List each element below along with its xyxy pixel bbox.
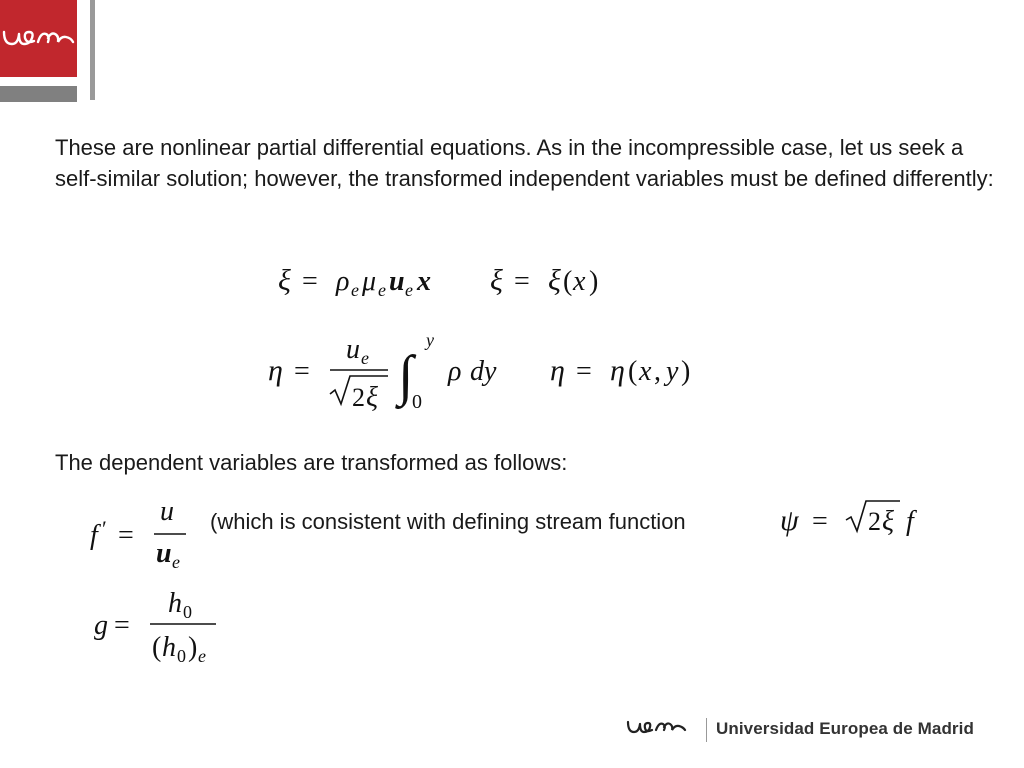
svg-text:μ: μ — [362, 266, 377, 297]
svg-text:e: e — [361, 348, 369, 368]
svg-text:=: = — [514, 266, 530, 297]
svg-text:h: h — [162, 632, 176, 663]
svg-text:2: 2 — [352, 383, 365, 412]
svg-text:e: e — [351, 280, 359, 300]
svg-text:g: g — [94, 610, 108, 641]
footer-divider — [706, 718, 707, 742]
svg-text:f: f — [906, 506, 914, 537]
svg-text:f: f — [90, 520, 98, 551]
svg-text:u: u — [346, 334, 360, 365]
svg-text:): ) — [681, 356, 691, 387]
svg-text:u: u — [160, 496, 174, 527]
svg-text:dy: dy — [470, 356, 497, 387]
svg-text:h: h — [168, 588, 182, 619]
svg-text:ξ: ξ — [490, 264, 503, 297]
svg-text:e: e — [378, 280, 386, 300]
svg-text:ξ: ξ — [366, 382, 378, 412]
svg-text:′: ′ — [102, 516, 107, 541]
svg-text:ρ: ρ — [336, 266, 350, 297]
svg-text:ξ: ξ — [548, 264, 561, 297]
header-divider — [90, 0, 95, 100]
svg-text:): ) — [589, 266, 599, 297]
svg-text:y: y — [426, 330, 434, 350]
svg-text:x: x — [573, 266, 586, 297]
svg-text:e: e — [172, 552, 180, 572]
uem-logo — [0, 0, 77, 77]
stream-function-note: (which is consistent with defining stream function — [210, 509, 686, 534]
svg-text:(: ( — [152, 632, 162, 663]
svg-text:u: u — [389, 266, 405, 297]
svg-text:ξ: ξ — [278, 264, 291, 297]
svg-text:η: η — [268, 354, 283, 387]
svg-text:=: = — [576, 356, 592, 387]
svg-text:): ) — [188, 632, 198, 663]
svg-text:=: = — [294, 356, 310, 387]
svg-text:e: e — [198, 646, 206, 666]
footer-institution-name: Universidad Europea de Madrid — [716, 719, 974, 738]
svg-text:y: y — [666, 356, 679, 387]
svg-text:ξ: ξ — [882, 506, 894, 537]
equation-xi — [276, 258, 616, 307]
footer-uem-logo — [625, 716, 697, 747]
equation-eta — [266, 328, 706, 417]
svg-text:(: ( — [628, 356, 638, 387]
svg-text:2: 2 — [868, 507, 881, 536]
svg-text:η: η — [610, 354, 625, 387]
svg-text:ρ: ρ — [448, 356, 462, 387]
svg-text:e: e — [405, 280, 413, 300]
header-grey-bar — [0, 86, 77, 102]
equation-psi — [778, 496, 938, 551]
equation-g — [92, 584, 232, 673]
svg-text:,: , — [654, 356, 661, 387]
svg-text:0: 0 — [183, 602, 192, 622]
svg-text:0: 0 — [412, 391, 422, 412]
svg-text:ψ: ψ — [780, 504, 799, 537]
equation-fprime — [88, 496, 198, 581]
svg-text:η: η — [550, 354, 565, 387]
uem-logo-mark — [0, 20, 77, 60]
svg-text:=: = — [812, 506, 828, 537]
svg-text:=: = — [114, 610, 130, 641]
intro-paragraph: These are nonlinear partial differential equations. As in the incompressible case, let us seek a self-similar solution; however, the transformed independent variables must be defined differently: — [55, 135, 994, 191]
dependent-variables-paragraph: The dependent variables are transformed as follows: — [55, 450, 568, 475]
svg-text:x: x — [417, 266, 431, 297]
svg-text:=: = — [302, 266, 318, 297]
svg-text:0: 0 — [177, 646, 186, 666]
svg-text:=: = — [118, 520, 134, 551]
svg-text:(: ( — [563, 266, 573, 297]
svg-text:x: x — [639, 356, 652, 387]
svg-text:u: u — [156, 538, 172, 569]
svg-text:∫: ∫ — [398, 345, 414, 407]
